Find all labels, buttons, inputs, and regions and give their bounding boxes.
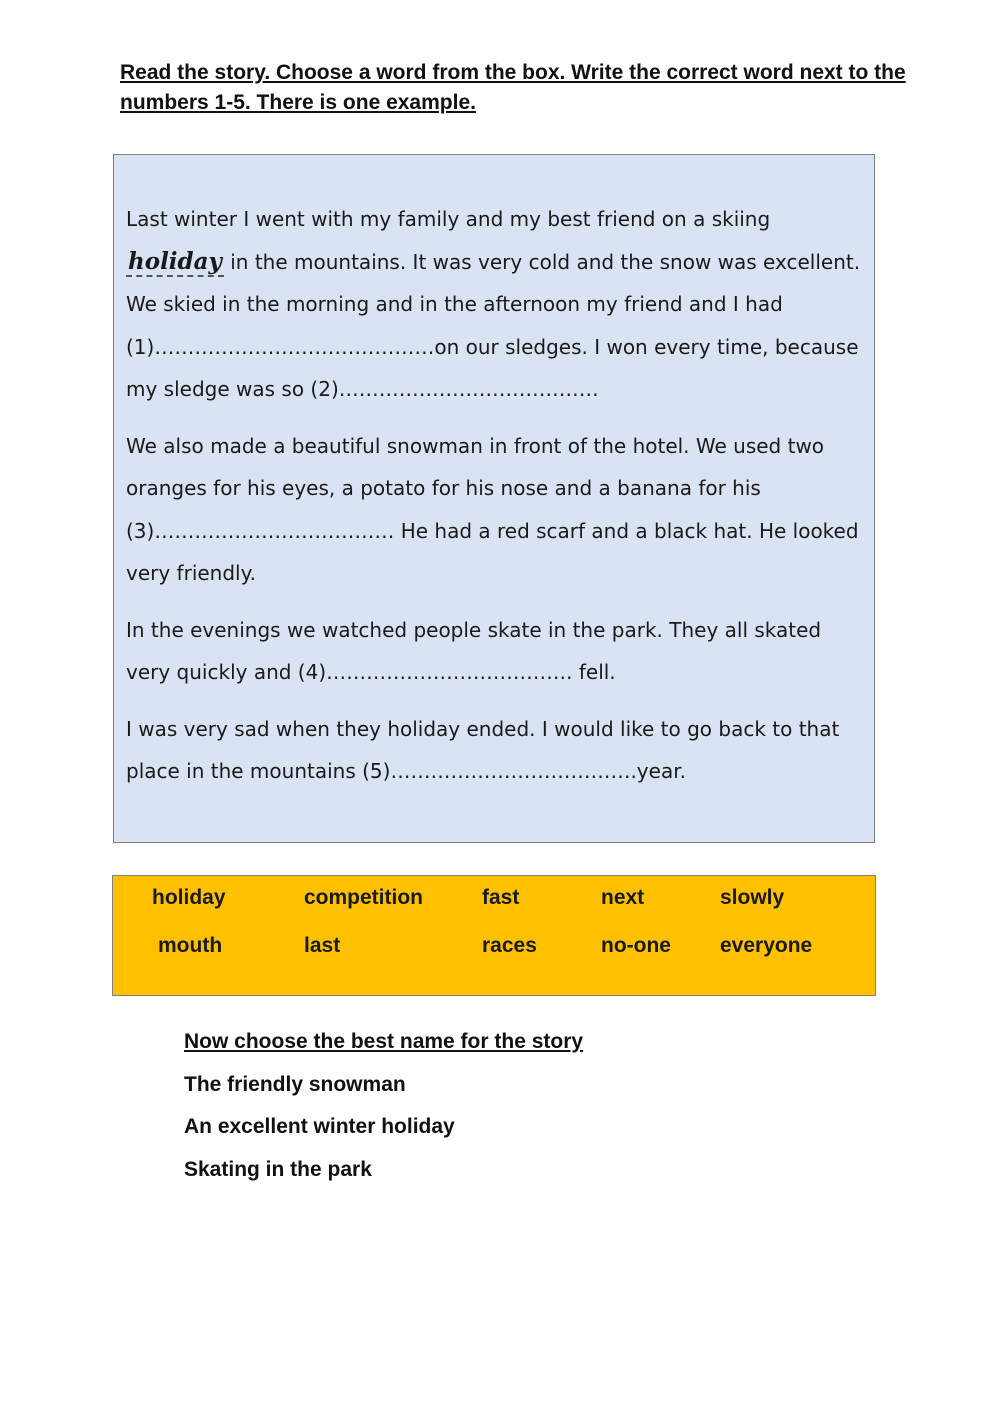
- word-option: races: [482, 934, 537, 957]
- example-answer: holiday: [128, 247, 222, 275]
- instructions: Read the story. Choose a word from the box. Write the correct word next to the numbers 1-5. There is one example.: [120, 61, 906, 114]
- word-option: mouth: [158, 934, 223, 957]
- word-option: fast: [482, 886, 520, 909]
- word-option: next: [601, 886, 645, 909]
- title-option-2[interactable]: An excellent winter holiday: [184, 1115, 455, 1138]
- story-paragraph-4: I was very sad when they holiday ended. I would like to go back to that place in the mountains (5)……………………………….year.: [126, 716, 840, 783]
- title-option-3[interactable]: Skating in the park: [184, 1157, 372, 1181]
- story-p1-start: Last winter I went with my family and my best friend on a skiing: [126, 207, 771, 231]
- word-option: slowly: [720, 886, 785, 909]
- story-paragraph-1: [126, 198, 868, 411]
- word-option: competition: [304, 886, 423, 909]
- word-option: last: [304, 934, 341, 957]
- word-option: holiday: [152, 886, 226, 909]
- word-box: [112, 875, 876, 996]
- word-option: everyone: [720, 934, 813, 957]
- title-question: [184, 1026, 784, 1186]
- title-option-1[interactable]: The friendly snowman: [184, 1072, 406, 1096]
- story-text: [126, 198, 868, 807]
- word-option: no-one: [601, 934, 671, 957]
- story-p1-rest: in the mountains. It was very cold and the snow was excellent. We skied in the morning and in the afternoon my friend and I had (1)……………………………………on our sledges. I won every time, because my sledge was so (2)…………………………………: [126, 249, 861, 401]
- story-box: [113, 154, 875, 843]
- story-paragraph-3: In the evenings we watched people skate in the park. They all skated very quickly and (4)………………………………. fell.: [126, 617, 822, 684]
- story-paragraph-2: We also made a beautiful snowman in front of the hotel. We used two oranges for his eyes, a potato for his nose and a banana for his (3)……………………………… He had a red scarf and a black hat. He looked very friendly.: [126, 433, 859, 585]
- title-question-prompt: Now choose the best name for the story: [184, 1030, 584, 1053]
